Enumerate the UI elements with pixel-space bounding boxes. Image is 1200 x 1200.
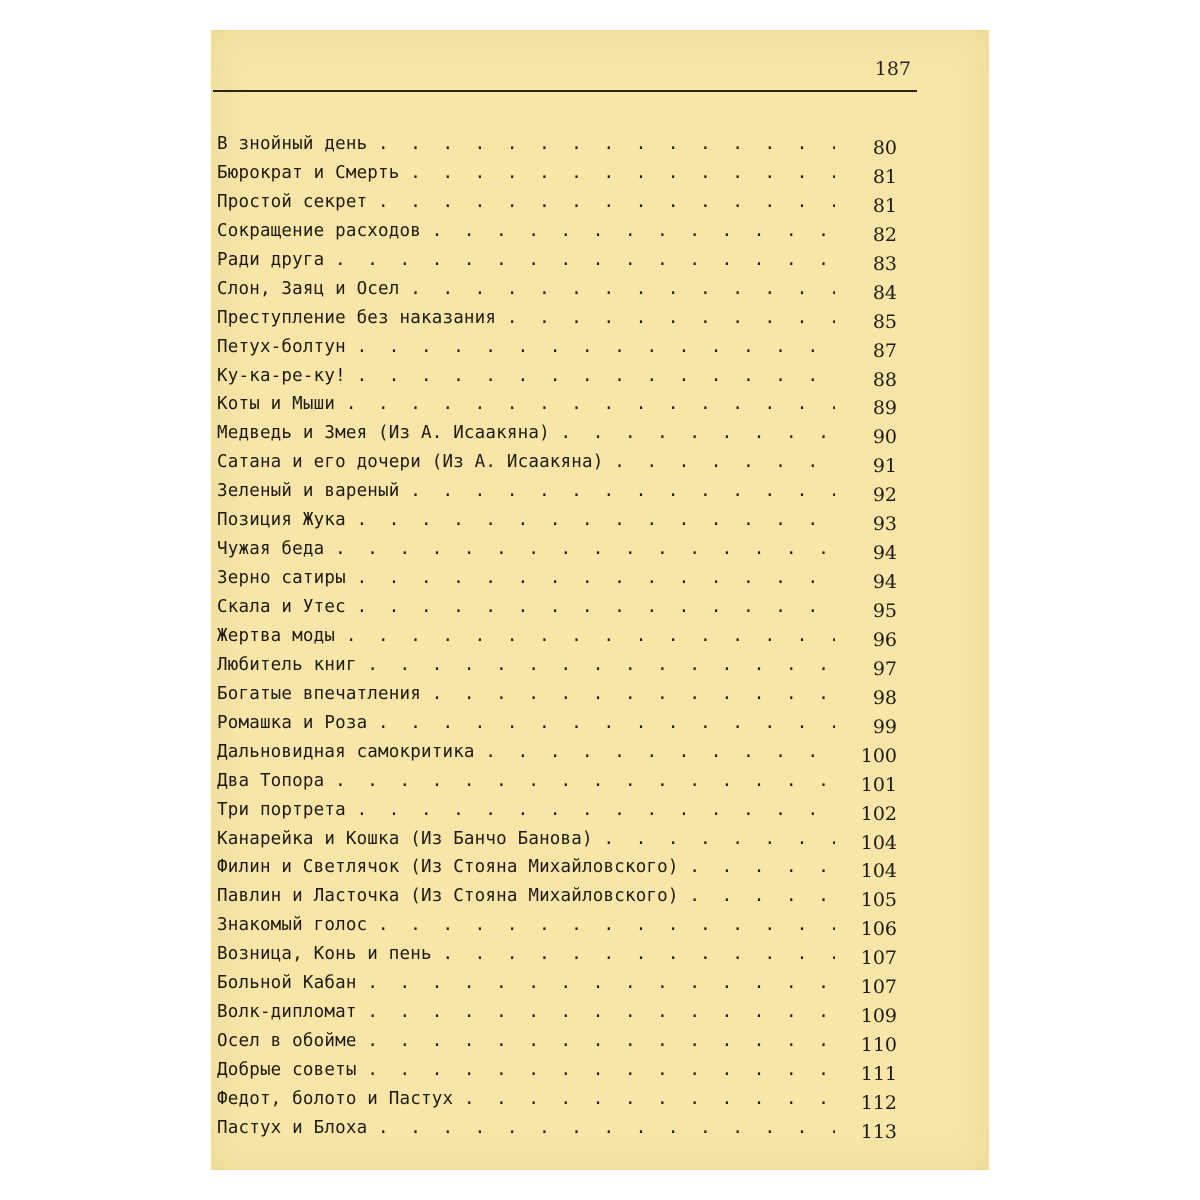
toc-entry — [217, 1000, 897, 1029]
toc-entry-title-text: Скала и Утес — [217, 597, 346, 617]
toc-entry-page: 101 — [860, 773, 897, 796]
toc-entry-title — [217, 279, 835, 299]
toc-entry-page: 98 — [872, 686, 897, 709]
toc-entry-title-text: Сокращение расходов — [217, 220, 421, 241]
toc-entry — [217, 1116, 897, 1145]
book-page — [211, 30, 989, 1170]
toc-entry — [217, 132, 897, 161]
dot-leader — [421, 221, 835, 241]
dot-leader — [357, 973, 835, 993]
toc-entry — [217, 913, 897, 942]
toc-entry-page: 95 — [872, 600, 897, 622]
toc-entry-title-text: Осел в обойме — [217, 1031, 357, 1052]
toc-entry-title — [217, 481, 835, 501]
toc-entry-title-text: Пастух и Блоха — [217, 1117, 368, 1138]
toc-entry-title — [217, 829, 835, 849]
toc-entry — [217, 740, 897, 769]
dot-leader — [357, 1002, 835, 1022]
toc-entry-title — [217, 163, 835, 183]
toc-entry — [217, 884, 897, 913]
toc-entry-title — [217, 684, 835, 704]
toc-entry-page: 88 — [872, 368, 897, 391]
toc-entry-title-text: Зеленый и вареный — [217, 481, 400, 502]
toc-entry-page: 105 — [860, 889, 897, 912]
toc-entry-title-text: Любитель книг — [217, 654, 357, 675]
toc-entry-title-text: Волк-дипломат — [217, 1002, 357, 1023]
toc-entry-title — [217, 423, 835, 443]
toc-entry — [217, 769, 897, 798]
toc-entry-page: 83 — [872, 252, 897, 275]
toc-entry-title-text: Знакомый голос — [217, 915, 368, 936]
toc-entry-title-text: Три портрета — [217, 799, 346, 820]
header-rule — [213, 90, 917, 92]
toc-entry — [217, 277, 897, 306]
dot-leader — [593, 829, 835, 849]
toc-entry-page: 104 — [860, 831, 897, 854]
toc-entry-title — [217, 742, 835, 762]
dot-leader — [324, 250, 835, 270]
toc-entry-page: 89 — [872, 397, 897, 420]
toc-entry-title — [217, 1089, 835, 1109]
dot-leader — [346, 337, 835, 357]
toc-entry-title-text: Ку-ка-ре-ку! — [217, 365, 346, 386]
toc-entry-title — [217, 539, 835, 559]
toc-entry-title-text: Больной Кабан — [217, 973, 357, 994]
toc-entry-page: 111 — [860, 1063, 897, 1085]
dot-leader — [400, 481, 835, 501]
toc-entry-title-text: Простой секрет — [217, 191, 368, 212]
toc-entry — [217, 450, 897, 479]
toc-entry-title — [217, 134, 835, 154]
toc-entry-page: 82 — [872, 223, 897, 246]
toc-entry-title-text: Преступление без наказания — [217, 307, 497, 328]
toc-entry-page: 102 — [860, 802, 897, 825]
toc-entry — [217, 335, 897, 364]
dot-leader — [679, 886, 835, 906]
toc-entry — [217, 248, 897, 277]
toc-entry — [217, 306, 897, 335]
toc-entry-title-text: Медведь и Змея (Из А. Исаакяна) — [217, 423, 550, 444]
dot-leader — [324, 771, 835, 791]
toc-entry — [217, 971, 897, 1000]
toc-entry — [217, 190, 897, 219]
toc-entry-title-text: Канарейка и Кошка (Из Банчо Банова) — [217, 828, 593, 849]
toc-entry-title-text: Жертва моды — [217, 625, 336, 646]
toc-entry-title-text: Два Топора — [217, 770, 325, 791]
toc-entry — [217, 479, 897, 508]
toc-entry-title — [217, 221, 835, 241]
toc-entry — [217, 855, 897, 884]
toc-entry-page: 109 — [860, 1005, 897, 1028]
toc-entry-title-text: Зерно сатиры — [217, 568, 346, 589]
dot-leader — [367, 192, 835, 212]
toc-entry-page: 106 — [860, 918, 897, 941]
dot-leader — [335, 394, 835, 414]
toc-entry-title — [217, 626, 835, 646]
dot-leader — [346, 510, 835, 530]
toc-entry-title — [217, 713, 835, 733]
toc-entry-title — [217, 886, 835, 906]
toc-entry — [217, 566, 897, 595]
toc-entry-title-text: Петух-болтун — [217, 336, 346, 357]
toc-entry-page: 84 — [872, 281, 897, 304]
toc-entry-title — [217, 452, 835, 472]
toc-entry-title — [217, 568, 835, 588]
toc-entry-page: 104 — [860, 860, 897, 883]
toc-entry-page: 90 — [872, 426, 897, 449]
dot-leader — [346, 568, 835, 588]
toc-entry-title-text: Сатана и его дочери (Из А. Исаакяна) — [217, 452, 604, 473]
toc-entry-page: 85 — [872, 310, 897, 333]
toc-entry-page: 96 — [872, 628, 897, 651]
toc-entry-title-text: Ради друга — [217, 249, 325, 270]
toc-entry — [217, 1029, 897, 1058]
toc-entry-title — [217, 915, 835, 935]
toc-entry-page: 94 — [872, 542, 897, 565]
toc-entry — [217, 798, 897, 827]
dot-leader — [367, 713, 835, 733]
toc-entry-title-text: Слон, Заяц и Осел — [217, 278, 400, 299]
toc-entry — [217, 421, 897, 450]
toc-entry — [217, 219, 897, 248]
toc-entry-page: 80 — [872, 137, 897, 159]
toc-entry-title — [217, 857, 835, 877]
toc-entry-title-text: Чужая беда — [217, 539, 325, 560]
toc-entry-page: 97 — [872, 657, 897, 680]
dot-leader — [367, 915, 835, 935]
toc-entry — [217, 1058, 897, 1087]
dot-leader — [346, 597, 835, 617]
toc-entry — [217, 682, 897, 711]
dot-leader — [367, 134, 835, 154]
toc-entry-title-text: Добрые советы — [217, 1060, 357, 1080]
dot-leader — [475, 742, 835, 762]
dot-leader — [357, 1031, 835, 1051]
dot-leader — [400, 279, 835, 299]
dot-leader — [604, 452, 836, 472]
toc-entry-page: 94 — [872, 571, 897, 594]
toc-entry-title-text: Позиция Жука — [217, 510, 346, 531]
dot-leader — [335, 626, 835, 646]
toc-entry-title-text: Федот, болото и Пастух — [217, 1088, 454, 1109]
toc-entry — [217, 827, 897, 856]
toc-entry-page: 107 — [860, 976, 897, 999]
toc-entry — [217, 624, 897, 653]
toc-entry — [217, 942, 897, 971]
toc-entry — [217, 537, 897, 566]
toc-entry-title-text: Филин и Светлячок (Из Стояна Михайловского) — [217, 857, 679, 878]
dot-leader — [357, 1060, 835, 1080]
toc-entry — [217, 161, 897, 190]
toc-entry-title-text: Коты и Мыши — [217, 394, 336, 415]
toc-entry-title — [217, 394, 835, 414]
dot-leader — [346, 800, 835, 820]
toc-entry-title — [217, 337, 835, 357]
toc-entry-title — [217, 597, 835, 617]
toc-entry-title — [217, 655, 835, 675]
toc-entry-page: 93 — [872, 513, 897, 536]
dot-leader — [432, 944, 835, 964]
dot-leader — [421, 684, 835, 704]
toc-entry — [217, 711, 897, 740]
dot-leader — [357, 655, 835, 675]
toc-entry-title — [217, 771, 835, 791]
toc-entry-title — [217, 1060, 835, 1080]
page-number: 187 — [874, 58, 911, 80]
toc-entry-title — [217, 1031, 835, 1051]
toc-entry-title-text: Возница, Конь и пень — [217, 944, 432, 965]
toc-entry-title — [217, 800, 835, 820]
toc-entry-page: 100 — [860, 744, 897, 767]
dot-leader — [496, 308, 835, 328]
toc-entry-page: 112 — [860, 1091, 897, 1114]
dot-leader — [679, 857, 835, 877]
toc-entry-page: 99 — [872, 715, 897, 738]
dot-leader — [550, 423, 835, 443]
toc-entry-title-text: В знойный день — [217, 134, 368, 154]
toc-entry-title — [217, 1002, 835, 1022]
toc-entry-title-text: Дальновидная самокритика — [217, 741, 475, 762]
toc-entry-title — [217, 973, 835, 993]
toc-entry-title-text: Ромашка и Роза — [217, 712, 368, 733]
dot-leader — [453, 1089, 835, 1109]
toc-entry-title — [217, 944, 835, 964]
toc-entry-title-text: Бюрократ и Смерть — [217, 162, 400, 183]
toc-entry — [217, 364, 897, 393]
dot-leader — [367, 1118, 835, 1138]
toc-entry-page: 110 — [860, 1034, 897, 1057]
toc-entry-page: 91 — [872, 455, 897, 478]
toc-entry-title-text: Павлин и Ласточка (Из Стояна Михайловского) — [217, 886, 679, 907]
dot-leader — [400, 163, 835, 183]
toc-entry — [217, 392, 897, 421]
toc-entry — [217, 508, 897, 537]
table-of-contents — [217, 132, 897, 1145]
toc-entry-title — [217, 366, 835, 386]
toc-entry-page: 113 — [860, 1120, 897, 1143]
toc-entry-page: 81 — [872, 165, 897, 188]
toc-entry-page: 92 — [872, 484, 897, 507]
toc-entry-title — [217, 308, 835, 328]
toc-entry-page: 107 — [860, 947, 897, 970]
toc-entry — [217, 1087, 897, 1116]
toc-entry-title — [217, 250, 835, 270]
toc-entry — [217, 595, 897, 624]
toc-entry-title — [217, 192, 835, 212]
toc-entry-title — [217, 510, 835, 530]
toc-entry-page: 87 — [872, 339, 897, 362]
toc-entry-title-text: Богатые впечатления — [217, 683, 421, 704]
toc-entry-title — [217, 1118, 835, 1138]
toc-entry — [217, 653, 897, 682]
toc-entry-page: 81 — [872, 194, 897, 217]
dot-leader — [324, 539, 835, 559]
dot-leader — [346, 366, 835, 386]
